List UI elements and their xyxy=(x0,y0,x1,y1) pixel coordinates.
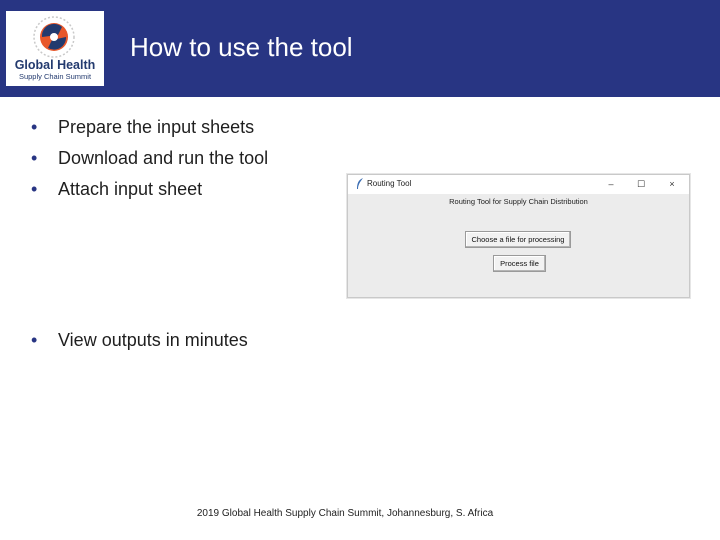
routing-tool-window xyxy=(347,174,690,298)
logo-title: Global Health xyxy=(14,58,96,72)
bullet-item xyxy=(28,143,268,174)
slide-header xyxy=(0,0,720,97)
bullet-icon: • xyxy=(31,148,38,168)
bullet-text: View outputs in minutes xyxy=(58,330,248,350)
bullet-list-bottom xyxy=(28,325,248,356)
maximize-button[interactable]: ☐ xyxy=(636,179,646,189)
choose-file-button[interactable]: Choose a file for processing xyxy=(465,231,571,248)
process-file-button[interactable]: Process file xyxy=(493,255,546,272)
minimize-button[interactable]: – xyxy=(608,179,614,189)
slide-footer: 2019 Global Health Supply Chain Summit, Johannesburg, S. Africa xyxy=(196,508,494,519)
window-title: Routing Tool xyxy=(367,179,412,188)
bullet-item xyxy=(28,112,268,143)
bullet-icon: • xyxy=(31,117,38,137)
logo-subtitle: Supply Chain Summit xyxy=(18,72,92,81)
close-button[interactable]: × xyxy=(669,179,675,189)
app-heading: Routing Tool for Supply Chain Distribution xyxy=(449,197,588,206)
bullet-text: Attach input sheet xyxy=(58,179,203,199)
bullet-item xyxy=(28,325,248,356)
bullet-text: Download and run the tool xyxy=(58,148,269,168)
bullet-item xyxy=(28,174,268,205)
bullet-list-top xyxy=(28,112,268,205)
slide-title: How to use the tool xyxy=(130,32,353,62)
feather-icon xyxy=(355,178,365,190)
summit-logo xyxy=(6,11,104,86)
globe-logo-icon xyxy=(32,15,76,59)
window-titlebar[interactable] xyxy=(348,175,689,194)
bullet-icon: • xyxy=(31,179,38,199)
bullet-text: Prepare the input sheets xyxy=(58,117,255,137)
bullet-icon: • xyxy=(31,330,38,350)
